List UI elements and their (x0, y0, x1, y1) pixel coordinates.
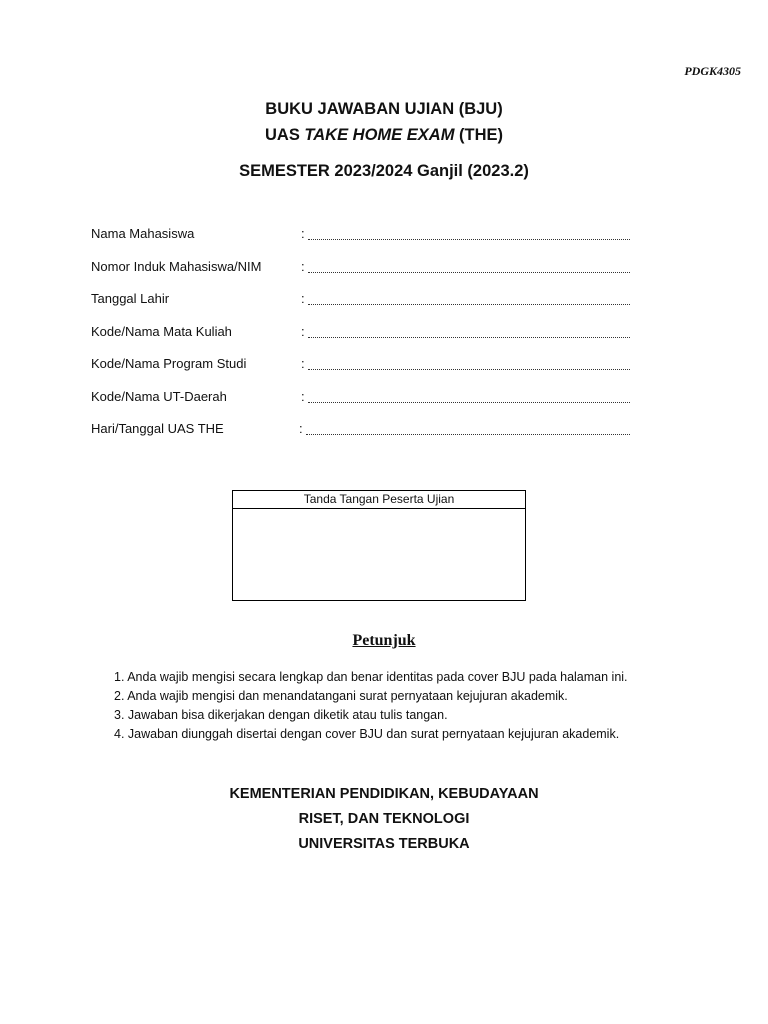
nama-field[interactable] (308, 231, 630, 240)
subtitle-suffix: (THE) (454, 126, 504, 144)
list-item: 1. Anda wajib mengisi secara lengkap dan benar identitas pada cover BJU pada halaman ini. (114, 670, 628, 684)
signature-box (232, 490, 526, 601)
field-label: Kode/Nama Program Studi (91, 356, 247, 371)
field-label: Hari/Tanggal UAS THE (91, 421, 224, 436)
field-label: Kode/Nama UT-Daerah (91, 388, 227, 404)
list-item: 4. Jawaban diunggah disertai dengan cover BJU dan surat pernyataan kejujuran akademik. (114, 727, 620, 741)
signature-area[interactable] (233, 509, 525, 600)
field-label: Nama Mahasiswa (91, 226, 195, 241)
hari-tanggal-field[interactable] (306, 426, 630, 435)
ut-daerah-field[interactable] (308, 394, 630, 403)
instructions-title: Petunjuk (352, 632, 416, 649)
nim-field[interactable] (308, 264, 630, 273)
list-item: 2. Anda wajib mengisi dan menandatangani surat pernyataan kejujuran akademik. (114, 689, 568, 703)
footer-ministry-line1: KEMENTERIAN PENDIDIKAN, KEBUDAYAAN (229, 786, 539, 802)
footer-ministry-line2: RISET, DAN TEKNOLOGI (298, 811, 470, 827)
signature-heading: Tanda Tangan Peserta Ujian (233, 491, 525, 509)
page-subtitle (0, 126, 768, 145)
instructions-list (114, 668, 628, 744)
subtitle-prefix: UAS (264, 126, 305, 144)
subtitle-italic: TAKE HOME EXAM (304, 126, 455, 144)
field-label: Kode/Nama Mata Kuliah (91, 323, 232, 339)
field-separator: : (301, 291, 305, 306)
field-label: Nomor Induk Mahasiswa/NIM (91, 258, 262, 274)
tanggal-lahir-field[interactable] (308, 296, 630, 305)
list-item: 3. Jawaban bisa dikerjakan dengan diketik atau tulis tangan. (114, 708, 448, 722)
field-separator: : (301, 323, 305, 339)
field-separator: : (301, 356, 305, 371)
program-studi-field[interactable] (308, 361, 630, 370)
field-separator: : (299, 421, 303, 436)
mata-kuliah-field[interactable] (308, 329, 630, 338)
page-title: BUKU JAWABAN UJIAN (BJU) (265, 100, 503, 118)
semester-heading: SEMESTER 2023/2024 Ganjil (2023.2) (239, 162, 529, 180)
field-label: Tanggal Lahir (91, 291, 170, 306)
field-separator: : (301, 388, 305, 404)
field-separator: : (301, 226, 305, 241)
footer-university: UNIVERSITAS TERBUKA (298, 836, 470, 852)
document-code: PDGK4305 (684, 64, 741, 78)
field-separator: : (301, 258, 305, 274)
